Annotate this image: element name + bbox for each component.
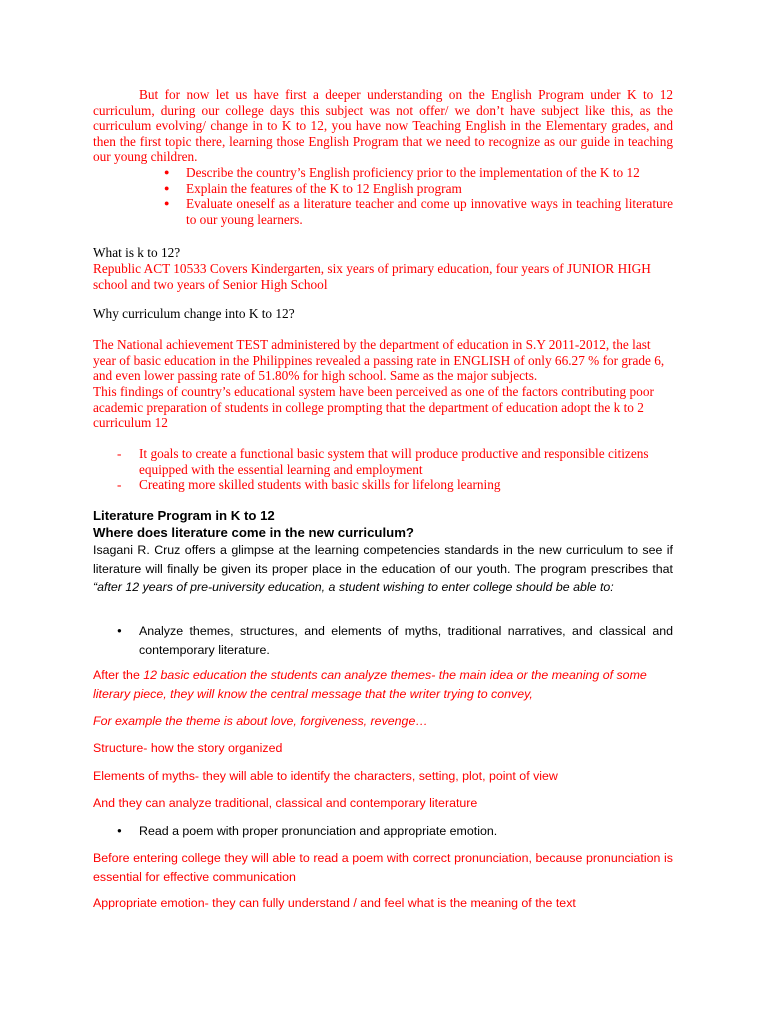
intro-paragraph: But for now let us have first a deeper understanding on the English Program under K to 12 curriculum, during our college days this subject was not offer/ we don’t have subject like this, as the curriculum evolving/ change in to K to 12, you have now Teaching English in the Elementary grades, and then the first topic there, learning those English Program that we need to recognize as our guide in teaching our young children.: [93, 87, 673, 165]
dash-marker: -: [117, 477, 122, 493]
analyze-line: And they can analyze traditional, classical and contemporary literature: [93, 796, 478, 810]
what-is-question: What is k to 12?: [93, 245, 181, 260]
competency-list-1: [93, 622, 673, 659]
before-college-paragraph: Before entering college they will able to read a poem with correct pronunciation, because pronunciation is essential for effective communication: [93, 851, 673, 884]
goals-list: [93, 446, 673, 493]
dash-marker: -: [117, 446, 122, 461]
section-heading: Literature Program in K to 12: [93, 508, 275, 523]
competency-item: ● Read a poem with proper pronunciation and appropriate emotion.: [93, 822, 673, 841]
what-is-answer: Republic ACT 10533 Covers Kindergarten, six years of primary education, four years of JUNIOR HIGH school and two years of Senior High School: [93, 261, 651, 292]
goal-item: [93, 477, 673, 493]
goal-text: Creating more skilled students with basic skills for lifelong learning: [139, 477, 501, 493]
competency-list-2: [93, 822, 673, 841]
objective-item: ● Describe the country’s English proficiency prior to the implementation of the K to 12: [93, 165, 673, 181]
why-paragraph-2: This findings of country’s educational system have been perceived as one of the factors contributing poor academic preparation of students in college prompting that the department of education adopt the k to 2 curriculum 12: [93, 384, 654, 431]
emotion-line: Appropriate emotion- they can fully understand / and feel what is the meaning of the text: [93, 896, 576, 910]
example-line: [93, 712, 673, 731]
structure-line: Structure- how the story organized: [93, 741, 283, 755]
after-italic: 12 basic education the students can analyze themes- the main idea or the meaning of some literary piece, they will know the central message that the writer trying to convey,: [93, 668, 647, 701]
goal-text: It goals to create a functional basic system that will produce productive and responsible citizens equipped with the essential learning and employment: [139, 446, 649, 477]
elements-line: Elements of myths- they will able to identify the characters, setting, plot, point of view: [93, 769, 558, 783]
after-paragraph: [93, 666, 673, 703]
cruz-quote: “after 12 years of pre-university education, a student wishing to enter college should be able to:: [93, 580, 614, 594]
why-question: Why curriculum change into K to 12?: [93, 306, 295, 321]
example-text: For example the theme is about love, forgiveness, revenge…: [93, 714, 428, 728]
objectives-list: [93, 165, 673, 227]
after-text: After the: [93, 668, 144, 682]
cruz-text: Isagani R. Cruz offers a glimpse at the learning competencies standards in the new curriculum to see if literature will finally be given its proper place in the education of our youth. The program prescribes that: [93, 543, 673, 576]
cruz-paragraph: [93, 541, 673, 597]
competency-item: ● Analyze themes, structures, and elements of myths, traditional narratives, and classical and contemporary literature.: [93, 622, 673, 659]
objective-item: ● Explain the features of the K to 12 English program: [93, 181, 673, 197]
section-subheading: Where does literature come in the new curriculum?: [93, 525, 414, 540]
objective-item: ● Evaluate oneself as a literature teacher and come up innovative ways in teaching literature to our young learners.: [93, 196, 673, 227]
why-paragraph-1: The National achievement TEST administered by the department of education in S.Y 2011-2012, the last year of basic education in the Philippines revealed a passing rate in ENGLISH of only 66.27 % for grade 6, and even lower passing rate of 51.80% for high school. Same as the major subjects.: [93, 337, 665, 384]
goal-item: [93, 446, 673, 477]
